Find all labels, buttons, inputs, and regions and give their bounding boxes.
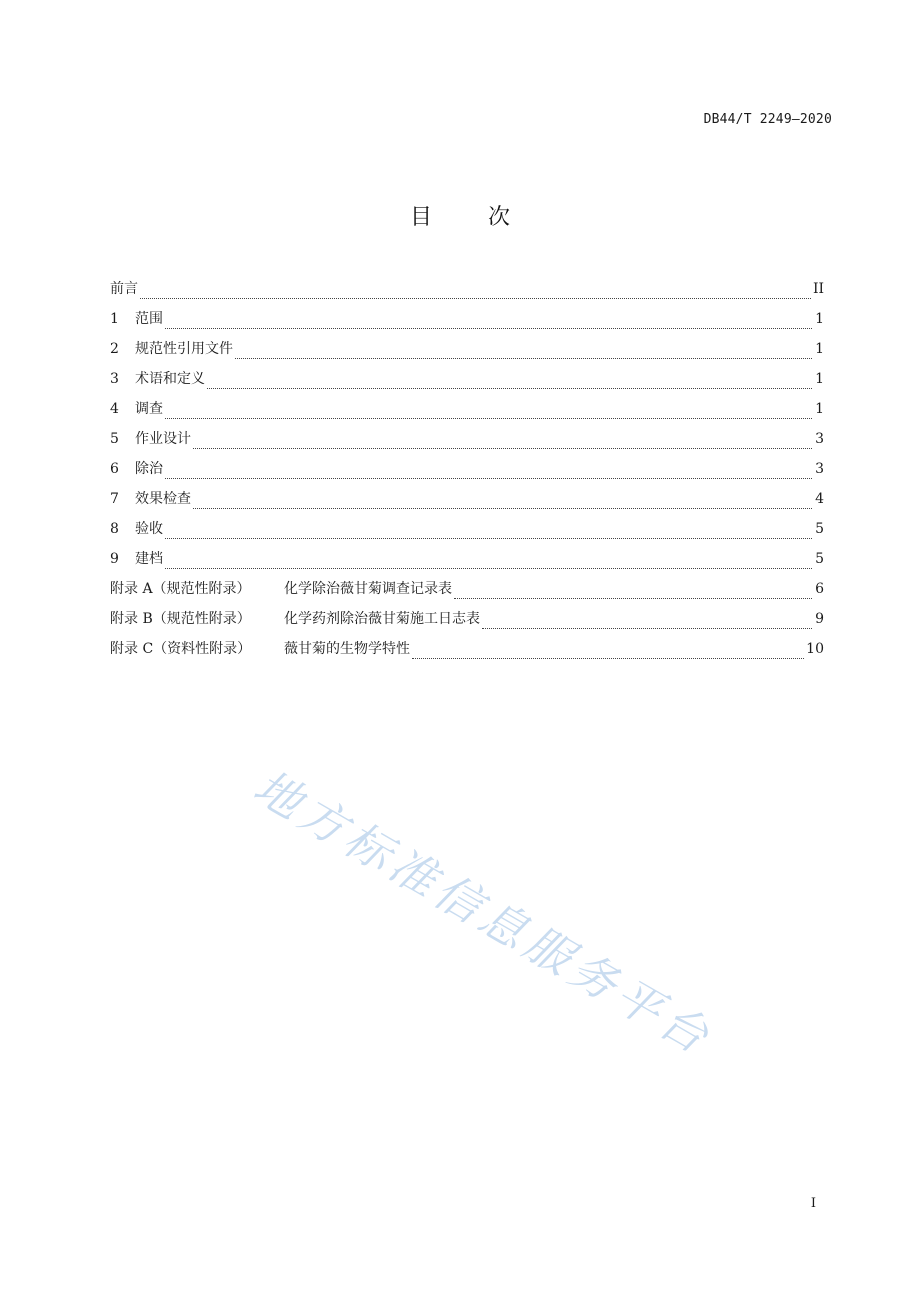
toc-leader-dots	[165, 537, 812, 539]
toc-entry-appendix-a[interactable]	[110, 577, 824, 607]
toc-entry-page: 1	[815, 341, 824, 357]
toc-appendix-prefix: 附录 C（资料性附录）	[110, 641, 252, 657]
toc-entry-number: 8	[110, 521, 119, 537]
toc-entry-number: 1	[110, 311, 119, 327]
toc-entry-6[interactable]	[110, 457, 824, 487]
toc-entry-foreword[interactable]	[110, 277, 824, 307]
toc-entry-page: 6	[815, 581, 824, 597]
toc-leader-dots	[165, 477, 812, 479]
toc-entry-label: 化学药剂除治薇甘菊施工日志表	[284, 611, 480, 627]
toc-entry-page: 9	[815, 611, 824, 627]
toc-entry-label: 建档	[135, 551, 163, 567]
toc-entry-page: 3	[815, 461, 824, 477]
toc-entry-number: 7	[110, 491, 119, 507]
toc-entry-number: 2	[110, 341, 119, 357]
toc-leader-dots	[165, 417, 812, 419]
toc-entry-label: 前言	[110, 281, 138, 297]
toc-appendix-prefix: 附录 A（规范性附录）	[110, 581, 251, 597]
toc-leader-dots	[140, 297, 811, 299]
toc-leader-dots	[235, 357, 812, 359]
toc-entry-page: 4	[815, 491, 824, 507]
toc-entry-number: 5	[110, 431, 119, 447]
toc-entry-label: 薇甘菊的生物学特性	[284, 641, 410, 657]
toc-entry-label: 化学除治薇甘菊调查记录表	[284, 581, 452, 597]
toc-entry-label: 验收	[135, 521, 163, 537]
toc-entry-page: 3	[815, 431, 824, 447]
toc-entry-number: 6	[110, 461, 119, 477]
toc-leader-dots	[454, 597, 812, 599]
watermark: 地方标准信息服务平台	[244, 759, 723, 1066]
toc-leader-dots	[482, 627, 812, 629]
toc-entry-1[interactable]	[110, 307, 824, 337]
toc-entry-page: 1	[815, 371, 824, 387]
toc-entry-number: 3	[110, 371, 119, 387]
toc-entry-label: 效果检查	[135, 491, 191, 507]
toc-entry-7[interactable]	[110, 487, 824, 517]
toc-entry-5[interactable]	[110, 427, 824, 457]
toc-entry-label: 术语和定义	[135, 371, 205, 387]
toc-entry-2[interactable]	[110, 337, 824, 367]
title-char-1: 目	[409, 205, 432, 230]
toc-entry-appendix-b[interactable]	[110, 607, 824, 637]
toc-entry-4[interactable]	[110, 397, 824, 427]
toc-leader-dots	[165, 327, 812, 329]
toc-entry-label: 范围	[135, 311, 163, 327]
toc-entry-number: 9	[110, 551, 119, 567]
toc-entry-number: 4	[110, 401, 119, 417]
toc-entry-page: 10	[806, 641, 824, 657]
toc-leader-dots	[193, 447, 812, 449]
page-title	[0, 200, 920, 231]
toc-entry-8[interactable]	[110, 517, 824, 547]
toc-leader-dots	[193, 507, 812, 509]
toc-entry-label: 调查	[135, 401, 163, 417]
toc-entry-3[interactable]	[110, 367, 824, 397]
toc-entry-9[interactable]	[110, 547, 824, 577]
toc-leader-dots	[207, 387, 812, 389]
toc-appendix-prefix: 附录 B（规范性附录）	[110, 611, 251, 627]
toc-entry-page: II	[812, 281, 824, 297]
toc-entry-label: 除治	[135, 461, 163, 477]
title-char-2: 次	[488, 205, 511, 230]
toc-leader-dots	[165, 567, 812, 569]
toc-entry-appendix-c[interactable]	[110, 637, 824, 667]
standard-code: DB44/T 2249—2020	[703, 112, 832, 127]
toc-entry-page: 5	[815, 551, 824, 567]
toc-entry-page: 5	[815, 521, 824, 537]
toc-entry-label: 规范性引用文件	[135, 341, 233, 357]
toc-entry-page: 1	[815, 311, 824, 327]
toc-entry-page: 1	[815, 401, 824, 417]
toc-entry-label: 作业设计	[135, 431, 191, 447]
table-of-contents	[110, 277, 824, 667]
page-number: I	[810, 1196, 816, 1211]
toc-leader-dots	[412, 657, 804, 659]
